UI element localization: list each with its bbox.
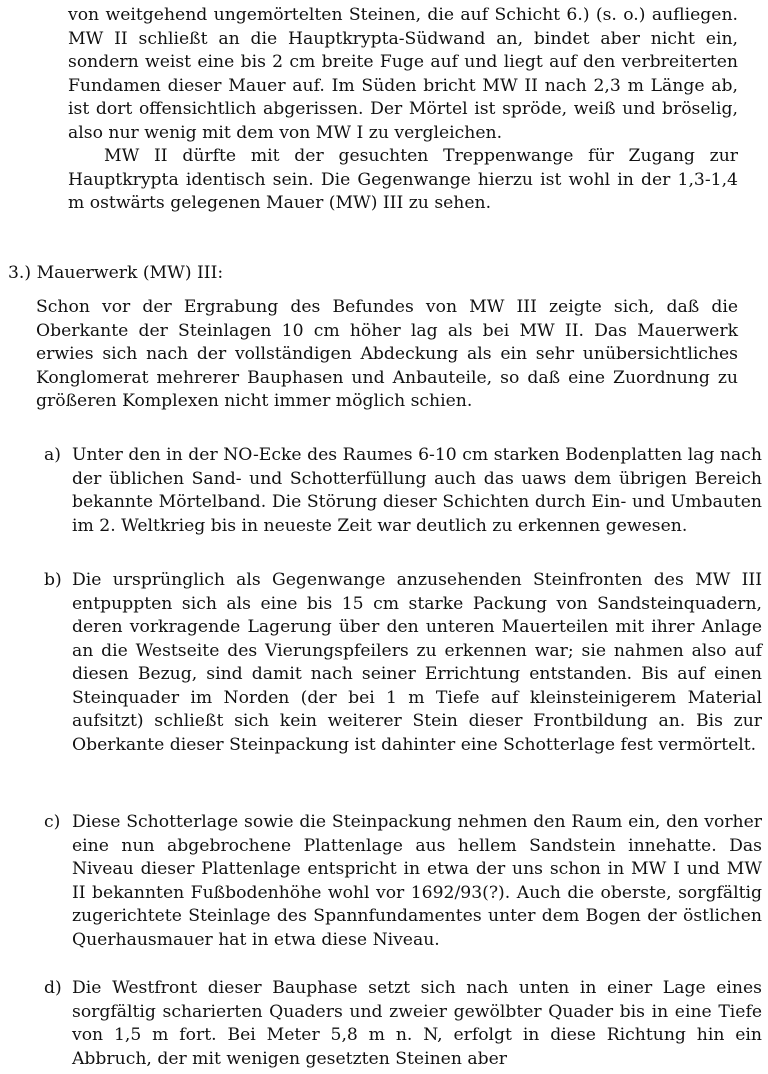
section-heading: 3.) Mauerwerk (MW) III: <box>8 263 224 283</box>
list-marker: d) <box>44 978 62 998</box>
intro-text <box>68 4 738 216</box>
intro-paragraph-1: von weitgehend ungemörtelten Steinen, die auf Schicht 6.) (s. o.) aufliegen. MW II schließt an die Hauptkrypta-Südwand an, bindet aber nicht ein, sondern weist eine bis 2 cm breite Fuge auf und liegt auf den verbreiterten Fundamen dieser Mauer auf. Im Süden bricht MW II nach 2,3 m Länge ab, ist dort offensichtlich abgerissen. Der Mörtel ist spröde, weiß und bröselig, also nur wenig mit dem von MW I zu vergleichen. <box>68 5 738 143</box>
list-item-text: Unter den in der NO-Ecke des Raumes 6-10 cm starken Bodenplatten lag nach der üblichen Sand- und Schotterfüllung auch das uaws dem übrigen Bereich bekannte Mörtelband. Die Störung dieser Schichten durch Ein- und Umbauten im 2. Weltkrieg bis in neueste Zeit war deutlich zu erkennen gewesen. <box>72 445 762 536</box>
list-marker: c) <box>44 812 61 832</box>
list-marker: a) <box>44 445 61 465</box>
list-item-a <box>44 444 762 538</box>
list-item-text: Die Westfront dieser Bauphase setzt sich nach unten in einer Lage eines sorgfältig scharierten Quaders und zweier gewölbter Quader bis in eine Tiefe von 1,5 m fort. Bei Meter 5,8 m n. N, erfolgt in diese Richtung hin ein Abbruch, der mit wenigen gesetzten Steinen aber <box>72 978 762 1069</box>
list-item-b <box>44 569 762 757</box>
intro-paragraph-2: MW II dürfte mit der gesuchten Treppenwange für Zugang zur Hauptkrypta identisch sein. Die Gegenwange hierzu ist wohl in der 1,3-1,4 m ostwärts gelegenen Mauer (MW) III zu sehen. <box>68 146 738 213</box>
list-item-c <box>44 811 762 952</box>
list-marker: b) <box>44 570 62 590</box>
lead-text: Schon vor der Ergrabung des Befundes von MW III zeigte sich, daß die Oberkante der Steinlagen 10 cm höher lag als bei MW II. Das Mauerwerk erwies sich nach der vollständigen Abdeckung als ein sehr unübersichtliches Konglomerat mehrerer Bauphasen und Anbauteile, so daß eine Zuordnung zu größeren Komplexen nicht immer möglich schien. <box>36 297 738 411</box>
list-item-text: Diese Schotterlage sowie die Steinpackung nehmen den Raum ein, den vorher eine nun abgebrochene Plattenlage aus hellem Sandstein innehatte. Das Niveau dieser Plattenlage entspricht in etwa der uns schon in MW I und MW II bekannten Fußbodenhöhe wohl vor 1692/93(?). Auch die oberste, sorgfältig zugerichtete Steinlage des Spannfundamentes unter dem Bogen der östlichen Querhausmauer hat in etwa diese Niveau. <box>72 812 762 950</box>
section-lead-paragraph <box>36 296 738 414</box>
list-item-d <box>44 977 762 1071</box>
list-item-text: Die ursprünglich als Gegenwange anzusehenden Steinfronten des MW III entpuppten sich als eine bis 15 cm starke Packung von Sandsteinquadern, deren vorkragende Lagerung über den unteren Mauerteilen mit ihrer Anlage an die Westseite des Vierungspfeilers zu erkennen war; sie nahmen also auf diesen Bezug, sind damit nach seiner Errichtung entstanden. Bis auf einen Steinquader im Norden (der bei 1 m Tiefe auf kleinsteinigerem Material aufsitzt) schließt sich kein weiterer Stein dieser Frontbildung an. Bis zur Oberkante dieser Steinpackung ist dahinter eine Schotterlage fest vermörtelt. <box>72 570 762 755</box>
